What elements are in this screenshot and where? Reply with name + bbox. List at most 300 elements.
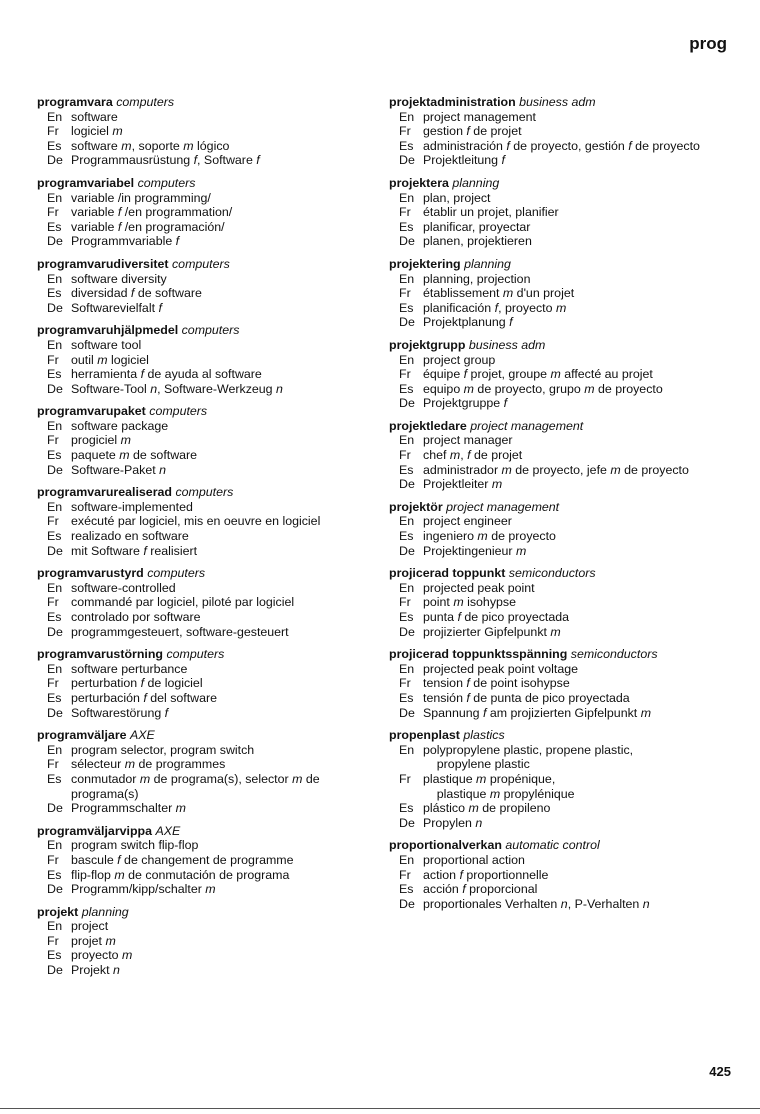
domain-label: semiconductors bbox=[570, 647, 658, 662]
gender-label: m bbox=[112, 124, 123, 139]
translation-row bbox=[389, 234, 734, 249]
translation-row bbox=[389, 816, 734, 831]
gender-label: m bbox=[453, 595, 464, 610]
gender-label: f bbox=[130, 286, 135, 301]
gender-label: m bbox=[515, 543, 527, 558]
gender-label: f bbox=[494, 300, 499, 315]
domain-label: computers bbox=[116, 95, 175, 109]
gender-label: m bbox=[555, 300, 567, 315]
headword: programvarustörning bbox=[37, 647, 163, 662]
headword: projektera bbox=[389, 175, 449, 190]
translation-row bbox=[389, 382, 734, 397]
bottom-rule bbox=[0, 1108, 760, 1109]
language-code: Es bbox=[399, 529, 414, 544]
language-code: Fr bbox=[399, 595, 411, 610]
translation-text: établir un projet, planifier bbox=[423, 205, 559, 220]
gender-label: n bbox=[150, 381, 158, 396]
gender-label: m bbox=[121, 138, 132, 153]
gender-label: n bbox=[560, 896, 568, 911]
dictionary-entry bbox=[37, 824, 382, 897]
gender-label: m bbox=[121, 948, 133, 963]
domain-label: computers bbox=[181, 323, 240, 338]
gender-label: f bbox=[467, 448, 471, 463]
translation-text: project engineer bbox=[423, 514, 512, 529]
dictionary-entry bbox=[389, 257, 734, 330]
headword: projekt bbox=[37, 904, 79, 919]
translation-text: outil m logiciel bbox=[71, 352, 149, 367]
dictionary-entry bbox=[389, 728, 734, 830]
headword: projektgrupp bbox=[389, 337, 466, 352]
gender-label: m bbox=[105, 933, 116, 948]
language-code: De bbox=[399, 624, 415, 639]
language-code: Es bbox=[399, 690, 414, 705]
dictionary-entry bbox=[37, 905, 382, 978]
domain-label: computers bbox=[166, 647, 225, 662]
translation-text: Projektgruppe f bbox=[423, 396, 508, 411]
translation-row bbox=[389, 529, 734, 544]
translation-row bbox=[37, 463, 382, 478]
translation-row bbox=[389, 433, 734, 448]
language-code: Fr bbox=[399, 771, 411, 786]
translation-row bbox=[37, 448, 382, 463]
language-code: Fr bbox=[47, 124, 59, 139]
translation-row bbox=[37, 544, 382, 559]
language-code: De bbox=[47, 381, 63, 396]
translation-row bbox=[37, 662, 382, 677]
language-code: En bbox=[399, 742, 415, 757]
translation-row bbox=[37, 382, 382, 397]
gender-label: m bbox=[114, 867, 125, 882]
translation-row bbox=[37, 838, 382, 853]
gender-label: f bbox=[140, 367, 145, 382]
language-code: De bbox=[399, 815, 415, 830]
dictionary-column-left bbox=[37, 95, 382, 986]
translation-row bbox=[37, 514, 382, 529]
language-code: En bbox=[399, 190, 415, 205]
translation-text: Software-Tool n, Software-Werkzeug n bbox=[71, 381, 283, 396]
gender-label: f bbox=[506, 138, 510, 153]
gender-label: f bbox=[143, 543, 147, 558]
translation-text: Programmvariable f bbox=[71, 234, 180, 249]
translation-row bbox=[389, 743, 734, 772]
headword: programvarurealiserad bbox=[37, 485, 172, 500]
translation-text: programmgesteuert, software-gesteuert bbox=[71, 624, 289, 639]
language-code: Es bbox=[399, 300, 414, 315]
gender-label: m bbox=[491, 477, 503, 492]
translation-text: gestion f de projet bbox=[423, 124, 522, 139]
gender-label: m bbox=[124, 757, 136, 772]
translation-text: software m, soporte m lógico bbox=[71, 138, 230, 153]
entry-head bbox=[389, 500, 734, 515]
translation-row bbox=[389, 882, 734, 897]
translation-text: paquete m de software bbox=[71, 448, 198, 463]
headword: projektadministration bbox=[389, 95, 516, 109]
translation-row bbox=[37, 772, 382, 801]
translation-text: proportional action bbox=[423, 852, 525, 867]
translation-text: Softwarevielfalt f bbox=[71, 300, 162, 315]
language-code: En bbox=[399, 352, 415, 367]
language-code: Es bbox=[47, 690, 62, 705]
domain-label: planning bbox=[81, 904, 129, 919]
translation-text: projet m bbox=[71, 933, 116, 948]
dictionary-column-right bbox=[389, 95, 734, 919]
language-code: Fr bbox=[47, 676, 59, 691]
gender-label: f bbox=[117, 219, 122, 234]
translation-text: software tool bbox=[71, 337, 142, 352]
translation-text: software perturbance bbox=[71, 661, 188, 676]
translation-row bbox=[389, 367, 734, 382]
gender-label: f bbox=[466, 124, 470, 139]
gender-label: m bbox=[175, 801, 186, 816]
dictionary-entry bbox=[389, 500, 734, 558]
language-code: Fr bbox=[399, 367, 411, 382]
translation-row bbox=[37, 676, 382, 691]
translation-row bbox=[37, 367, 382, 382]
gender-label: n bbox=[642, 896, 650, 911]
entry-head bbox=[37, 566, 382, 581]
translation-row bbox=[389, 477, 734, 492]
translation-row bbox=[37, 500, 382, 515]
language-code: Fr bbox=[399, 124, 411, 139]
gender-label: f bbox=[175, 234, 180, 249]
dictionary-entry bbox=[37, 566, 382, 639]
translation-row bbox=[389, 610, 734, 625]
language-code: De bbox=[47, 624, 63, 639]
translation-row bbox=[389, 691, 734, 706]
translation-row bbox=[37, 529, 382, 544]
dictionary-entry bbox=[37, 404, 382, 477]
entry-head bbox=[37, 257, 382, 272]
entry-head bbox=[37, 95, 382, 110]
translation-row bbox=[389, 868, 734, 883]
translation-text: ingeniero m de proyecto bbox=[423, 529, 556, 544]
translation-row bbox=[389, 706, 734, 721]
language-code: De bbox=[47, 705, 63, 720]
entry-head bbox=[389, 257, 734, 272]
translation-text: administrador m de proyecto, jefe m de proyecto bbox=[423, 462, 689, 477]
translation-text: realizado en software bbox=[71, 529, 189, 544]
language-code: En bbox=[399, 271, 415, 286]
gender-label: m bbox=[502, 286, 514, 301]
language-code: Es bbox=[47, 867, 62, 882]
dictionary-entry bbox=[389, 176, 734, 249]
entry-head bbox=[389, 728, 734, 743]
entry-head bbox=[389, 338, 734, 353]
gender-label: f bbox=[466, 690, 470, 705]
translation-text: Programmschalter m bbox=[71, 801, 186, 816]
headword: programväljare bbox=[37, 728, 127, 743]
gender-label: f bbox=[466, 676, 470, 691]
gender-label: f bbox=[463, 367, 468, 382]
language-code: En bbox=[47, 418, 63, 433]
headword: programvarustyrd bbox=[37, 566, 144, 581]
headword: projektledare bbox=[389, 418, 467, 433]
translation-text: Spannung f am projizierten Gipfelpunkt m bbox=[423, 705, 652, 720]
translation-text: plan, project bbox=[423, 190, 491, 205]
domain-label: business adm bbox=[519, 95, 596, 109]
headword: programvara bbox=[37, 95, 113, 109]
gender-label: n bbox=[475, 815, 483, 830]
translation-text: planen, projektieren bbox=[423, 234, 532, 249]
gender-label: m bbox=[477, 529, 488, 544]
language-code: En bbox=[47, 499, 63, 514]
domain-label: AXE bbox=[155, 823, 181, 838]
dictionary-entry bbox=[389, 419, 734, 492]
translation-row bbox=[389, 625, 734, 640]
language-code: De bbox=[47, 963, 63, 978]
translation-text: Programmausrüstung f, Software f bbox=[71, 153, 260, 168]
gender-label: f bbox=[628, 138, 632, 153]
translation-row bbox=[37, 205, 382, 220]
headword: projektör bbox=[389, 499, 443, 514]
translation-row bbox=[389, 595, 734, 610]
headword: projicerad toppunkt bbox=[389, 566, 506, 581]
gender-label: f bbox=[158, 300, 162, 315]
gender-label: m bbox=[292, 771, 303, 786]
translation-row bbox=[37, 419, 382, 434]
translation-text: project management bbox=[423, 109, 536, 124]
translation-row bbox=[37, 706, 382, 721]
translation-row bbox=[37, 948, 382, 963]
translation-text: chef m, f de projet bbox=[423, 448, 523, 463]
language-code: Es bbox=[47, 286, 62, 301]
entry-head bbox=[389, 95, 734, 110]
language-code: Es bbox=[399, 882, 414, 897]
translation-row bbox=[37, 272, 382, 287]
gender-label: f bbox=[193, 153, 198, 168]
entry-head bbox=[37, 323, 382, 338]
translation-text: projected peak point voltage bbox=[423, 661, 578, 676]
language-code: En bbox=[399, 661, 415, 676]
translation-text: herramienta f de ayuda al software bbox=[71, 367, 262, 382]
translation-text: proyecto m bbox=[71, 948, 133, 963]
language-code: En bbox=[47, 190, 63, 205]
language-code: Es bbox=[47, 219, 62, 234]
headword: proportionalverkan bbox=[389, 838, 502, 853]
translation-row bbox=[37, 220, 382, 235]
language-code: Es bbox=[399, 462, 414, 477]
headword: programvariabel bbox=[37, 175, 135, 190]
translation-text: planificación f, proyecto m bbox=[423, 300, 567, 315]
dictionary-entry bbox=[37, 485, 382, 558]
translation-text: software diversity bbox=[71, 271, 167, 286]
language-code: Fr bbox=[47, 205, 59, 220]
language-code: Fr bbox=[47, 595, 59, 610]
language-code: En bbox=[399, 852, 415, 867]
language-code: Fr bbox=[47, 852, 59, 867]
language-code: De bbox=[47, 234, 63, 249]
language-code: Es bbox=[47, 367, 62, 382]
language-code: Es bbox=[47, 948, 62, 963]
translation-text: action f proportionnelle bbox=[423, 867, 549, 882]
translation-row bbox=[389, 463, 734, 478]
translation-row bbox=[37, 801, 382, 816]
headword: projicerad toppunktsspänning bbox=[389, 647, 568, 662]
translation-row bbox=[389, 396, 734, 411]
language-code: De bbox=[47, 801, 63, 816]
translation-row bbox=[37, 301, 382, 316]
language-code: En bbox=[399, 580, 415, 595]
domain-label: computers bbox=[171, 256, 230, 271]
entry-head bbox=[389, 838, 734, 853]
gender-label: f bbox=[459, 867, 463, 882]
translation-row bbox=[37, 625, 382, 640]
entry-head bbox=[37, 176, 382, 191]
translation-text: equipo m de proyecto, grupo m de proyecto bbox=[423, 381, 663, 396]
language-code: De bbox=[47, 153, 63, 168]
translation-row bbox=[389, 153, 734, 168]
translation-text: Projektingenieur m bbox=[423, 543, 527, 558]
language-code: De bbox=[47, 543, 63, 558]
dictionary-entry bbox=[37, 728, 382, 816]
dictionary-entry bbox=[37, 95, 382, 168]
language-code: Fr bbox=[399, 448, 411, 463]
gender-label: m bbox=[584, 381, 595, 396]
translation-text: diversidad f de software bbox=[71, 286, 202, 301]
translation-row bbox=[389, 272, 734, 287]
gender-label: m bbox=[463, 381, 474, 396]
language-code: Fr bbox=[47, 514, 59, 529]
gender-label: m bbox=[476, 771, 487, 786]
translation-text: Propylen n bbox=[423, 815, 483, 830]
translation-text: planificar, proyectar bbox=[423, 219, 531, 234]
translation-row bbox=[389, 286, 734, 301]
translation-text: équipe f projet, groupe m affecté au projet bbox=[423, 367, 653, 382]
headword: projektering bbox=[389, 256, 461, 271]
headword: programvarupaket bbox=[37, 404, 146, 419]
translation-text: software-implemented bbox=[71, 499, 193, 514]
translation-text: perturbación f del software bbox=[71, 690, 218, 705]
translation-row bbox=[389, 110, 734, 125]
language-code: Es bbox=[399, 801, 414, 816]
dictionary-entry bbox=[389, 838, 734, 911]
translation-row bbox=[37, 610, 382, 625]
domain-label: project management bbox=[470, 418, 584, 433]
gender-label: f bbox=[140, 676, 145, 691]
translation-text: polypropylene plastic, propene plastic, propylene plastic bbox=[423, 742, 634, 772]
language-code: Fr bbox=[47, 933, 59, 948]
language-code: Fr bbox=[399, 286, 411, 301]
domain-label: plastics bbox=[463, 728, 505, 743]
language-code: De bbox=[399, 477, 415, 492]
gender-label: m bbox=[139, 771, 151, 786]
entry-head bbox=[37, 728, 382, 743]
gender-label: n bbox=[276, 381, 283, 396]
translation-text: administración f de proyecto, gestión f de proyecto bbox=[423, 138, 700, 153]
entry-head bbox=[37, 824, 382, 839]
translation-row bbox=[389, 220, 734, 235]
domain-label: computers bbox=[149, 404, 208, 419]
language-code: Es bbox=[47, 771, 62, 786]
domain-label: computers bbox=[137, 175, 196, 190]
translation-row bbox=[37, 191, 382, 206]
translation-row bbox=[37, 124, 382, 139]
translation-text: Software-Paket n bbox=[71, 462, 167, 477]
translation-text: point m isohypse bbox=[423, 595, 516, 610]
language-code: Fr bbox=[399, 205, 411, 220]
translation-row bbox=[37, 882, 382, 897]
gender-label: f bbox=[164, 705, 169, 720]
entry-head bbox=[37, 404, 382, 419]
translation-text: projizierter Gipfelpunkt m bbox=[423, 624, 561, 639]
domain-label: business adm bbox=[468, 337, 546, 352]
gender-label: f bbox=[509, 315, 513, 330]
headword: programvarudiversitet bbox=[37, 256, 169, 271]
translation-text: perturbation f de logiciel bbox=[71, 676, 203, 691]
gender-label: m bbox=[205, 882, 216, 897]
translation-text: software-controlled bbox=[71, 580, 176, 595]
headword: programvaruhjälpmedel bbox=[37, 323, 179, 338]
gender-label: f bbox=[256, 153, 260, 168]
translation-text: projected peak point bbox=[423, 580, 535, 595]
domain-label: computers bbox=[147, 566, 206, 581]
gender-label: m bbox=[550, 624, 561, 639]
language-code: De bbox=[399, 896, 415, 911]
domain-label: planning bbox=[464, 256, 511, 271]
gender-label: m bbox=[183, 138, 194, 153]
language-code: En bbox=[47, 919, 63, 934]
entry-head bbox=[389, 566, 734, 581]
language-code: Es bbox=[47, 610, 62, 624]
language-code: Fr bbox=[47, 352, 59, 367]
language-code: Es bbox=[47, 448, 62, 463]
headword: programväljarvippa bbox=[37, 823, 153, 838]
gender-label: m bbox=[97, 352, 108, 367]
translation-row bbox=[37, 139, 382, 154]
translation-text: controlado por software bbox=[71, 610, 201, 624]
translation-text: exécuté par logiciel, mis en oeuvre en logiciel bbox=[71, 514, 321, 529]
language-code: En bbox=[47, 742, 63, 757]
gender-label: m bbox=[501, 462, 512, 477]
translation-text: plástico m de propileno bbox=[423, 801, 551, 816]
translation-row bbox=[37, 153, 382, 168]
gender-label: m bbox=[640, 705, 652, 720]
gender-label: f bbox=[117, 852, 121, 867]
translation-text: Projektleiter m bbox=[423, 477, 503, 492]
translation-text: tension f de point isohypse bbox=[423, 676, 570, 691]
language-code: De bbox=[399, 396, 415, 411]
translation-row bbox=[37, 433, 382, 448]
translation-row bbox=[389, 544, 734, 559]
translation-text: Projekt n bbox=[71, 963, 120, 978]
domain-label: automatic control bbox=[505, 838, 600, 853]
translation-row bbox=[37, 338, 382, 353]
page-number: 425 bbox=[709, 1064, 731, 1079]
translation-row bbox=[389, 514, 734, 529]
language-code: Es bbox=[47, 529, 62, 544]
translation-row bbox=[37, 691, 382, 706]
translation-text: établissement m d'un projet bbox=[423, 286, 575, 301]
language-code: Es bbox=[399, 219, 414, 234]
gender-label: m bbox=[550, 367, 561, 382]
translation-row bbox=[37, 581, 382, 596]
language-code: En bbox=[47, 661, 63, 676]
entry-head bbox=[389, 647, 734, 662]
translation-text: punta f de pico proyectada bbox=[423, 610, 570, 624]
translation-row bbox=[37, 868, 382, 883]
translation-text: project bbox=[71, 919, 109, 934]
domain-label: computers bbox=[175, 485, 234, 500]
language-code: De bbox=[47, 300, 63, 315]
dictionary-entry bbox=[389, 338, 734, 411]
translation-text: conmutador m de programa(s), selector m de programa(s) bbox=[71, 771, 324, 801]
language-code: De bbox=[399, 315, 415, 330]
translation-text: plastique m propénique, plastique m propylénique bbox=[423, 771, 575, 801]
gender-label: f bbox=[482, 705, 487, 720]
language-code: De bbox=[399, 705, 415, 720]
language-code: De bbox=[47, 462, 63, 477]
translation-text: program switch flip-flop bbox=[71, 838, 199, 853]
